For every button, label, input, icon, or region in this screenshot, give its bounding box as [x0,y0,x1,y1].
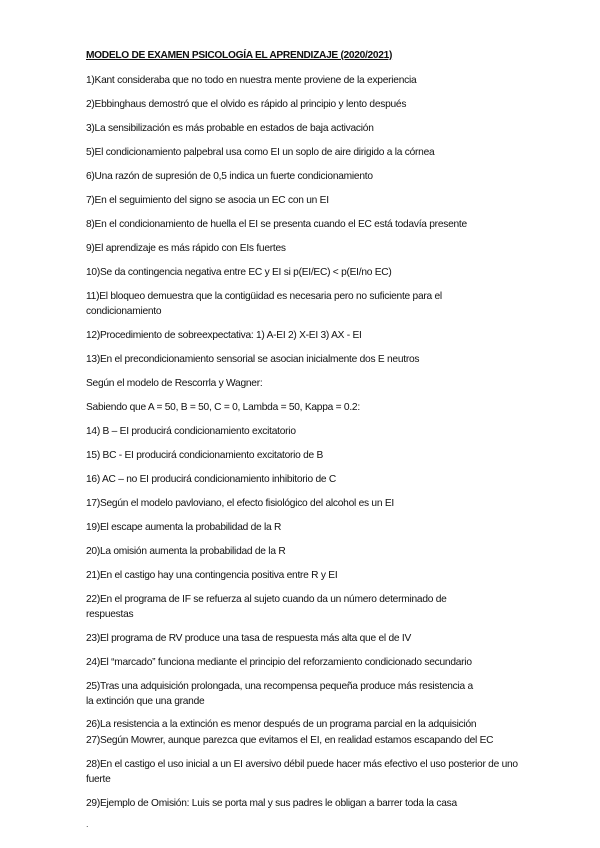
footer-mark: . [86,819,89,829]
question-23: 23)El programa de RV produce una tasa de respuesta más alta que el de IV [86,633,412,644]
question-20: 20)La omisión aumenta la probabilidad de la R [86,546,286,557]
question-10: 10)Se da contingencia negativa entre EC y EI si p(EI/EC) < p(EI/no EC) [86,267,392,278]
question-11: 11)El bloqueo demuestra que la contigüidad es necesaria pero no suficiente para el [86,291,442,302]
question-11-cont: condicionamiento [86,306,162,317]
question-27: 27)Según Mowrer, aunque parezca que evitamos el EI, en realidad estamos escapando del EC [86,735,494,746]
question-1: 1)Kant consideraba que no todo en nuestra mente proviene de la experiencia [86,75,417,86]
question-2: 2)Ebbinghaus demostró que el olvido es rápido al principio y lento después [86,99,407,110]
question-25-cont: la extinción que una grande [86,696,205,707]
question-13: 13)En el precondicionamiento sensorial se asocian inicialmente dos E neutros [86,354,420,365]
question-21: 21)En el castigo hay una contingencia positiva entre R y EI [86,570,338,581]
question-25: 25)Tras una adquisición prolongada, una recompensa pequeña produce más resistencia a [86,681,473,692]
rescorla-wagner-intro: Según el modelo de Rescorrla y Wagner: [86,378,263,389]
document-title: MODELO DE EXAMEN PSICOLOGÍA EL APRENDIZAJE (2020/2021) [86,50,393,61]
question-24: 24)El “marcado” funciona mediante el principio del reforzamiento condicionado secundario [86,657,472,668]
rescorla-wagner-values: Sabiendo que A = 50, B = 50, C = 0, Lambda = 50, Kappa = 0.2: [86,402,360,413]
question-17: 17)Según el modelo pavloviano, el efecto fisiológico del alcohol es un EI [86,498,394,509]
question-5: 5)El condicionamiento palpebral usa como EI un soplo de aire dirigido a la córnea [86,147,435,158]
question-19: 19)El escape aumenta la probabilidad de la R [86,522,282,533]
question-22: 22)En el programa de IF se refuerza al sujeto cuando da un número determinado de [86,594,447,605]
question-29: 29)Ejemplo de Omisión: Luis se porta mal y sus padres le obligan a barrer toda la casa [86,798,457,809]
question-28-cont: fuerte [86,774,111,785]
question-28: 28)En el castigo el uso inicial a un EI aversivo débil puede hacer más efectivo el uso posterior de uno [86,759,518,770]
question-26: 26)La resistencia a la extinción es menor después de un programa parcial en la adquisición [86,719,477,730]
question-9: 9)El aprendizaje es más rápido con EIs fuertes [86,243,286,254]
question-14: 14) B – EI producirá condicionamiento excitatorio [86,426,296,437]
question-8: 8)En el condicionamiento de huella el EI se presenta cuando el EC está todavía presente [86,219,467,230]
question-22-cont: respuestas [86,609,134,620]
question-16: 16) AC – no EI producirá condicionamiento inhibitorio de C [86,474,336,485]
question-12: 12)Procedimiento de sobreexpectativa: 1) A-EI 2) X-EI 3) AX - EI [86,330,362,341]
question-7: 7)En el seguimiento del signo se asocia un EC con un EI [86,195,329,206]
question-3: 3)La sensibilización es más probable en estados de baja activación [86,123,374,134]
question-15: 15) BC - EI producirá condicionamiento excitatorio de B [86,450,324,461]
question-6: 6)Una razón de supresión de 0,5 indica un fuerte condicionamiento [86,171,373,182]
